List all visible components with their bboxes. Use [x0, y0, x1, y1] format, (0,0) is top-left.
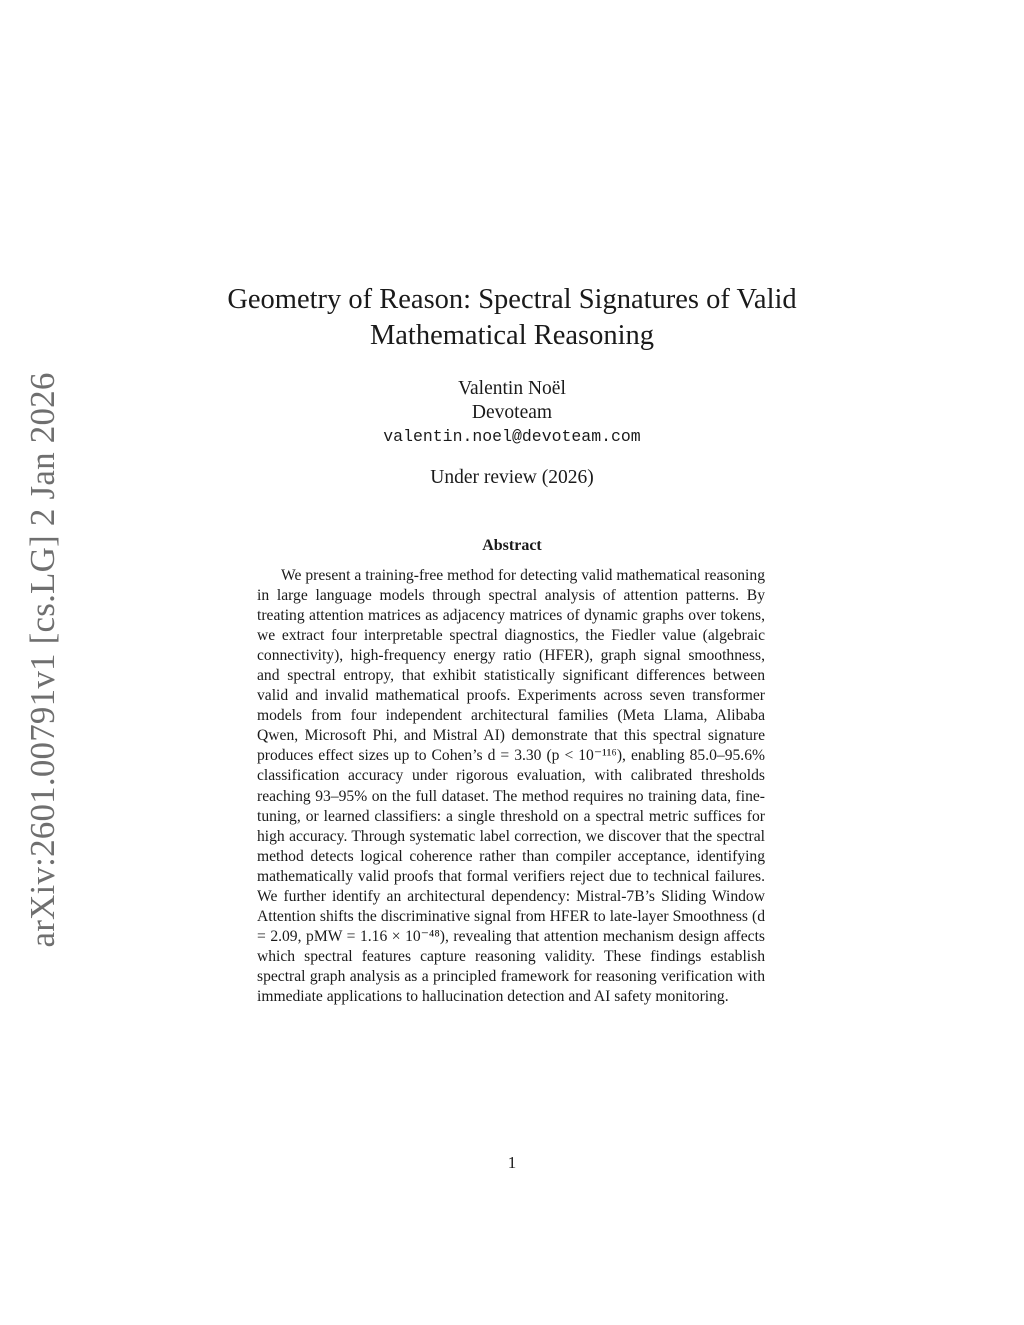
author-block: [0, 377, 1024, 449]
arxiv-side-stamp: arXiv:2601.00791v1 [cs.LG] 2 Jan 2026: [23, 372, 62, 948]
abstract-heading: Abstract: [482, 537, 542, 554]
author-name: Valentin Noël: [458, 378, 566, 399]
title-line-1: Geometry of Reason: Spectral Signatures of Valid: [227, 284, 797, 315]
page-number: 1: [507, 1153, 517, 1172]
abstract-text: We present a training-free method for detecting valid mathematical reasoning in large language models through spectral analysis of attention patterns. By treating attention matrices as adjacency matrices of dynamic graphs over tokens, we extract four interpretable spectral diagnostics, the Fiedler value (algebraic connectivity), high-frequency energy ratio (HFER), graph signal smoothness, and spectral entropy, that exhibit statistically significant differences between valid and invalid mathematical proofs. Experiments across seven transformer models from four independent architectural families (Meta Llama, Alibaba Qwen, Microsoft Phi, and Mistral AI) demonstrate that this spectral signature produces effect sizes up to Cohen’s d = 3.30 (p < 10⁻¹¹⁶), enabling 85.0–95.6% classification accuracy under rigorous evaluation, with calibrated thresholds reaching 93–95% on the full dataset. The method requires no training data, fine-tuning, or learned classifiers: a single threshold on a spectral metric suffices for high accuracy. Through systematic label correction, we discover that the spectral method detects logical coherence rather than compiler acceptance, identifying mathematically valid proofs that formal verifiers reject due to technical failures. We further identify an architectural dependency: Mistral-7B’s Sliding Window Attention shifts the discriminative signal from HFER to late-layer Smoothness (d = 2.09, pMW = 1.16 × 10⁻⁴⁸), revealing that attention mechanism design affects which spectral features capture reasoning validity. These findings establish spectral graph analysis as a principled framework for reasoning verification with immediate applications to hallucination detection and AI safety monitoring.: [257, 567, 765, 1005]
paper-title: [0, 282, 1024, 354]
author-affiliation: Devoteam: [471, 402, 553, 423]
author-email[interactable]: valentin.noel@devoteam.com: [383, 427, 641, 446]
review-status: Under review (2026): [430, 467, 594, 488]
title-line-2: Mathematical Reasoning: [369, 320, 655, 351]
